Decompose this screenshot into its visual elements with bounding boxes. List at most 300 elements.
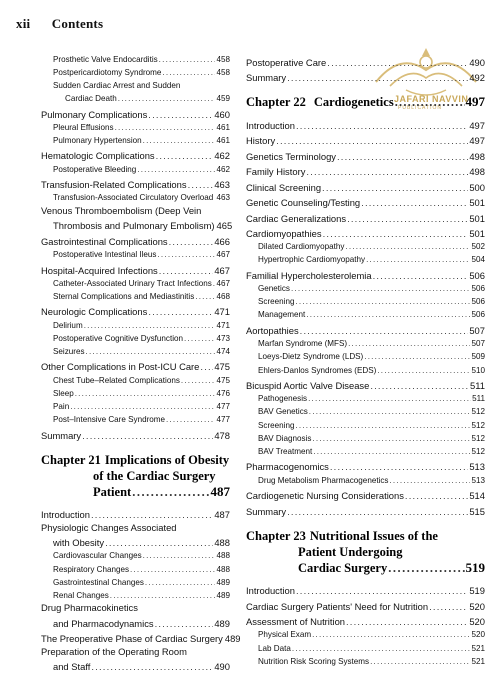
toc-entry[interactable]	[246, 613, 485, 629]
dot-leader	[181, 375, 216, 387]
dot-leader	[132, 484, 209, 500]
toc-entry-page: 487	[214, 509, 230, 521]
toc-entry-title: with Obesity	[53, 537, 105, 549]
toc-entry-page: 513	[471, 475, 485, 485]
chapter-heading-23	[246, 528, 485, 576]
dot-leader	[306, 166, 468, 178]
toc-entry-title: Preparation of the Operating Room	[41, 645, 187, 657]
toc-entry-page: 468	[216, 291, 230, 301]
toc-entry[interactable]	[41, 162, 230, 175]
dot-leader	[295, 296, 470, 308]
toc-entry-page: 462	[216, 164, 230, 174]
dot-leader	[395, 94, 465, 110]
dot-leader	[330, 461, 468, 473]
toc-entry-title: BAV Treatment	[258, 446, 313, 456]
dot-leader	[405, 490, 468, 502]
toc-entry-title: Venous Thromboembolism (Deep Vein	[41, 204, 202, 216]
toc-entry-title: Introduction	[41, 509, 90, 521]
toc-entry-title: Cardiac Generalizations	[246, 212, 347, 224]
toc-entry[interactable]	[246, 163, 485, 179]
toc-entry-title: Summary	[246, 72, 287, 83]
toc-entry[interactable]	[41, 261, 230, 277]
toc-entry[interactable]	[246, 266, 485, 282]
toc-entry-page: 475	[214, 361, 230, 373]
dot-leader	[145, 577, 216, 589]
toc-entry[interactable]	[41, 387, 230, 400]
toc-entry[interactable]	[246, 445, 485, 458]
toc-entry-page: 489	[216, 590, 230, 600]
toc-entry[interactable]	[41, 176, 230, 192]
chapter-line1	[41, 452, 230, 468]
toc-entry-page: 476	[216, 388, 230, 398]
dot-leader	[345, 241, 470, 253]
toc-entry[interactable]	[246, 116, 485, 132]
toc-entry[interactable]	[246, 432, 485, 445]
toc-entry-title: Thrombosis and Pulmonary Embolism)	[53, 220, 215, 232]
toc-entry[interactable]	[41, 506, 230, 522]
toc-entry-page: 489	[216, 577, 230, 587]
toc-entry-page: 506	[471, 297, 485, 307]
chapter-heading-22	[246, 94, 485, 110]
dot-leader	[155, 618, 214, 630]
toc-entry-page: 514	[469, 490, 485, 502]
toc-entry-page: 512	[471, 420, 485, 430]
toc-entry-page: 501	[469, 197, 485, 208]
watermark-brand: JAFARI NAVVIN	[394, 94, 469, 104]
dot-leader	[373, 270, 469, 282]
toc-entry[interactable]	[41, 630, 241, 646]
toc-entry-page: 477	[216, 415, 230, 425]
dot-leader	[370, 380, 469, 392]
toc-entry-title: Summary	[246, 505, 287, 517]
dot-leader	[323, 228, 469, 240]
chapter-title: Implications of Obesity	[104, 452, 230, 467]
chapter-number: Chapter 22	[246, 95, 306, 109]
toc-entry-page: 459	[216, 94, 230, 104]
toc-entry-page: 511	[470, 380, 485, 391]
toc-entry[interactable]	[41, 400, 230, 413]
dot-leader	[322, 182, 468, 194]
chapter-title-line3[interactable]	[246, 560, 485, 576]
toc-entry[interactable]	[246, 53, 485, 69]
toc-entry[interactable]	[41, 658, 230, 674]
toc-entry-title: and Staff	[53, 661, 91, 673]
toc-entry[interactable]	[41, 232, 230, 248]
toc-entry-page: 460	[214, 108, 230, 120]
toc-entry-title: Transfusion-Related Complications	[41, 179, 187, 191]
toc-entry[interactable]	[246, 132, 485, 148]
toc-entry[interactable]	[246, 178, 485, 194]
toc-entry[interactable]	[41, 277, 230, 290]
dot-leader	[91, 509, 213, 521]
toc-entry-line1	[41, 79, 230, 92]
dot-leader	[115, 122, 216, 134]
toc-entry[interactable]	[41, 345, 230, 358]
toc-entry[interactable]	[246, 295, 485, 308]
dot-leader	[296, 585, 468, 597]
toc-entry[interactable]	[41, 53, 230, 66]
toc-entry-title: Post–Intensive Care Syndrome	[53, 415, 166, 425]
chapter-heading-21	[41, 452, 230, 500]
toc-entry-title: Pulmonary Hypertension	[53, 135, 142, 145]
toc-entry[interactable]	[41, 589, 230, 602]
toc-entry[interactable]	[246, 194, 485, 210]
toc-entry-page: 463	[216, 193, 230, 203]
dot-leader	[148, 109, 213, 121]
toc-entry-title: Hospital-Acquired Infections	[41, 264, 158, 276]
toc-entry-title: Pharmacogenomics	[246, 461, 329, 473]
toc-entry-title: Cardiogenetic Nursing Considerations	[246, 490, 404, 502]
dot-leader	[306, 309, 470, 321]
toc-entry-title: Other Complications in Post-ICU Care	[41, 361, 200, 373]
toc-entry-title: Genetics Terminology	[246, 150, 336, 162]
toc-entry-title: Pulmonary Complications	[41, 108, 148, 120]
dot-leader	[295, 420, 470, 432]
toc-entry-title: Postoperative Intestinal Ileus	[53, 250, 157, 259]
toc-entry-page: 509	[471, 352, 485, 362]
toc-entry[interactable]	[246, 582, 485, 598]
watermark-tagline: PUBLICATION	[398, 105, 442, 111]
toc-entry[interactable]	[246, 628, 485, 641]
toc-entry-page: 488	[216, 564, 230, 574]
dot-leader	[377, 365, 470, 377]
dot-leader	[162, 67, 215, 79]
toc-entry-page: 506	[471, 284, 485, 294]
toc-entry[interactable]	[246, 337, 485, 350]
toc-entry-page: 490	[469, 56, 485, 68]
dot-leader	[347, 213, 468, 225]
dot-leader	[370, 656, 470, 668]
toc-entry-page: 519	[469, 585, 485, 597]
toc-entry-page: 507	[469, 324, 485, 336]
dot-leader	[156, 150, 214, 162]
dot-leader	[84, 320, 216, 332]
toc-entry[interactable]	[41, 318, 230, 331]
toc-entry-title: Gastrointestinal Changes	[53, 577, 144, 587]
toc-entry[interactable]	[41, 248, 230, 261]
dot-leader	[188, 179, 214, 191]
toc-entry-title: Ehlers-Danlos Syndromes (EDS)	[258, 365, 377, 375]
toc-entry-page: 502	[471, 242, 485, 252]
toc-entry-title: Respiratory Changes	[53, 564, 130, 574]
chapter-page: 497	[465, 94, 485, 109]
toc-entry[interactable]	[246, 418, 485, 431]
dot-leader	[105, 537, 213, 549]
toc-entry-page: 512	[471, 407, 485, 417]
dot-leader	[91, 661, 213, 673]
toc-entry-title: Genetics	[258, 284, 290, 294]
toc-entry[interactable]	[41, 66, 230, 79]
toc-entry-title: Drug Metabolism Pharmacogenetics	[258, 475, 389, 485]
toc-entry[interactable]	[41, 614, 230, 630]
toc-entry[interactable]	[246, 350, 485, 363]
toc-entry-page: 504	[471, 255, 485, 265]
toc-entry[interactable]	[246, 363, 485, 376]
toc-entry-page: 478	[214, 429, 230, 441]
toc-entry-page: 458	[216, 55, 230, 65]
toc-entry-title: Assessment of Nutrition	[246, 616, 345, 628]
toc-entry-title: Drug Pharmacokinetics	[41, 602, 138, 614]
toc-entry-page: 463	[214, 179, 230, 191]
toc-entry-page: 520	[471, 630, 485, 640]
toc-entry-title: Postpericardiotomy Syndrome	[53, 68, 162, 78]
toc-entry-title: Physical Exam	[258, 630, 312, 640]
toc-entry-title: BAV Diagnosis	[258, 433, 312, 443]
chapter-title: Nutritional Issues of the	[309, 528, 438, 543]
dot-leader	[429, 601, 468, 613]
toc-entry-title: Seizures	[53, 346, 85, 356]
toc-entry-page: 497	[469, 119, 485, 131]
toc-entry[interactable]	[41, 105, 230, 121]
toc-entry-title: Neurologic Complications	[41, 306, 148, 318]
toc-entry-title: Clinical Screening	[246, 181, 322, 193]
toc-entry[interactable]	[41, 290, 230, 303]
toc-entry[interactable]	[246, 253, 485, 266]
toc-entry-page: 520	[469, 600, 485, 612]
toc-entry[interactable]	[41, 217, 233, 233]
toc-entry-page: 489	[224, 633, 241, 645]
toc-entry-page: 512	[471, 433, 485, 443]
toc-entry-page: 488	[216, 551, 230, 561]
toc-entry-page: 471	[216, 320, 230, 330]
toc-entry-page: 473	[216, 333, 230, 343]
chapter-title-line2: of the Cardiac Surgery	[93, 468, 216, 483]
toc-entry[interactable]	[246, 392, 485, 405]
toc-entry-page: 498	[469, 150, 485, 162]
chapter-title-line3[interactable]	[41, 484, 230, 500]
toc-entry-title: Renal Changes	[53, 590, 109, 600]
toc-entry-title: History	[246, 135, 276, 146]
dot-leader	[276, 135, 468, 147]
toc-entry[interactable]	[41, 191, 230, 204]
toc-entry-page: 501	[469, 228, 485, 239]
toc-entry-title: Introduction	[246, 585, 295, 597]
toc-entry-page: 477	[216, 402, 230, 411]
dot-leader	[110, 590, 216, 602]
toc-entry[interactable]	[246, 240, 485, 253]
chapter-number: Chapter 21	[41, 452, 101, 467]
toc-entry-page: 458	[216, 68, 230, 78]
toc-entry-title: Pain	[53, 402, 70, 411]
toc-entry-title: Pleural Effusions	[53, 122, 114, 132]
chapter-page: 519	[465, 559, 485, 575]
toc-entry[interactable]	[246, 473, 485, 486]
dot-leader	[388, 560, 464, 576]
chapter-line1	[246, 528, 485, 544]
toc-entry[interactable]	[41, 134, 230, 147]
chapter-title-line3-text: Cardiac Surgery	[298, 560, 388, 575]
dot-leader	[313, 446, 470, 458]
dot-leader	[200, 361, 213, 373]
toc-entry-title: Cardiomyopathies	[246, 228, 322, 239]
toc-entry-page: 489	[214, 617, 230, 629]
dot-leader	[300, 325, 469, 337]
chapter-title: Cardiogenetics	[313, 95, 394, 109]
toc-entry-line1	[41, 645, 230, 658]
dot-leader	[214, 192, 215, 204]
toc-entry-page: 461	[216, 135, 230, 145]
toc-entry[interactable]	[246, 655, 485, 668]
dot-leader	[287, 72, 468, 84]
toc-entry-page: 507	[471, 339, 485, 349]
toc-entry[interactable]	[246, 321, 485, 337]
toc-entry-title: Sudden Cardiac Arrest and Sudden	[53, 80, 181, 90]
toc-entry[interactable]	[41, 534, 230, 550]
toc-entry[interactable]	[246, 308, 485, 321]
toc-entry-page: 467	[216, 278, 230, 288]
toc-entry-title: Nutrition Risk Scoring Systems	[258, 656, 370, 666]
toc-entry[interactable]	[246, 597, 485, 613]
toc-entry-title: Catheter-Associated Urinary Tract Infections	[53, 278, 212, 288]
toc-entry-page: 521	[471, 643, 485, 653]
dot-leader	[389, 475, 470, 487]
toc-entry[interactable]	[246, 405, 485, 418]
toc-entry-title: Cardiovascular Changes	[53, 551, 142, 561]
toc-entry[interactable]	[41, 147, 230, 163]
dot-leader	[287, 506, 468, 518]
toc-entry-page: 506	[469, 269, 485, 281]
dot-leader	[292, 643, 471, 655]
toc-entry-title: Cardiac Death	[65, 94, 117, 104]
dot-leader	[118, 93, 216, 105]
toc-entry-page: 471	[214, 306, 230, 318]
toc-entry-page: 465	[216, 220, 233, 232]
chapter-line[interactable]	[246, 94, 485, 110]
dot-leader	[75, 388, 216, 400]
dot-leader	[157, 249, 215, 261]
toc-entry-title: Family History	[246, 166, 306, 177]
dot-leader	[159, 54, 216, 66]
dot-leader	[327, 57, 468, 69]
toc-entry-line1	[41, 602, 230, 615]
toc-entry-title: Prosthetic Valve Endocarditis	[53, 55, 158, 65]
toc-entry-title: Familial Hypercholesterolemia	[246, 269, 372, 281]
toc-right-column	[246, 53, 485, 668]
toc-left-column	[41, 53, 241, 673]
toc-entry-page: 461	[216, 122, 230, 132]
toc-entry[interactable]	[41, 303, 230, 319]
dot-leader	[361, 197, 468, 209]
toc-entry-page: 466	[214, 235, 230, 247]
toc-entry[interactable]	[246, 377, 485, 393]
toc-entry-title: Transfusion-Associated Circulatory Overload	[53, 193, 214, 203]
toc-entry-title: Screening	[258, 297, 295, 307]
toc-entry-page: 490	[214, 661, 230, 673]
toc-entry[interactable]	[246, 225, 485, 241]
toc-entry-page: 512	[471, 446, 485, 456]
toc-entry[interactable]	[41, 576, 230, 589]
toc-entry-title: Dilated Cardiomyopathy	[258, 242, 345, 252]
toc-entry[interactable]	[41, 413, 230, 426]
toc-entry[interactable]	[246, 458, 485, 474]
toc-entry-title: Hypertrophic Cardiomyopathy	[258, 255, 366, 265]
toc-entry-title: Loeys-Dietz Syndrome (LDS)	[258, 352, 364, 362]
dot-leader	[82, 430, 213, 442]
toc-entry-title: and Pharmacodynamics	[53, 617, 154, 629]
toc-entry-page: 467	[216, 250, 230, 259]
dot-leader	[143, 550, 216, 562]
toc-entry[interactable]	[41, 332, 230, 345]
toc-entry-title: Gastrointestinal Complications	[41, 235, 168, 247]
toc-entry-line1	[41, 204, 230, 217]
toc-entry-page: 521	[471, 656, 485, 666]
dot-leader	[148, 306, 213, 318]
toc-entry[interactable]	[246, 487, 485, 503]
toc-entry-title: Postoperative Bleeding	[53, 164, 137, 174]
toc-entry-title: Screening	[258, 420, 295, 430]
toc-entry-page: 511	[472, 394, 485, 404]
toc-entry-page: 506	[471, 310, 485, 320]
dot-leader	[143, 135, 216, 147]
toc-entry-title: Delirium	[53, 320, 83, 330]
toc-entry-title: Pathogenesis	[258, 394, 308, 404]
toc-entry[interactable]	[246, 209, 485, 225]
toc-entry-title: Lab Data	[258, 643, 291, 653]
toc-entry[interactable]	[41, 549, 230, 562]
toc-entry-title: Aortopathies	[246, 324, 299, 336]
chapter-number: Chapter 23	[246, 528, 306, 543]
toc-entry-title: Summary	[41, 429, 82, 441]
dot-leader	[169, 236, 214, 248]
dot-leader	[166, 414, 215, 426]
toc-entry-title: Hematologic Complications	[41, 150, 155, 162]
toc-entry-page: 498	[469, 166, 485, 177]
toc-entry-page: 467	[214, 264, 230, 276]
toc-entry-page: 492	[469, 72, 485, 83]
dot-leader	[296, 120, 468, 132]
toc-entry[interactable]	[41, 121, 230, 134]
dot-leader	[309, 406, 471, 418]
dot-leader	[195, 291, 215, 303]
toc-entry[interactable]	[246, 502, 485, 518]
toc-entry-page: 520	[469, 616, 485, 628]
dot-leader	[348, 338, 470, 350]
toc-entry-page: 475	[216, 375, 230, 385]
toc-entry[interactable]	[41, 562, 230, 575]
toc-entry[interactable]	[246, 641, 485, 654]
dot-leader	[70, 401, 215, 413]
dot-leader	[346, 616, 468, 628]
chapter-title-line2: Patient Undergoing	[298, 544, 403, 559]
toc-entry[interactable]	[246, 282, 485, 295]
toc-entry-title: Genetic Counseling/Testing	[246, 197, 361, 208]
dot-leader	[213, 278, 216, 290]
toc-entry-line1	[41, 521, 230, 534]
toc-entry-title: Chest Tube–Related Complications	[53, 375, 180, 385]
toc-entry-title: Postoperative Cognitive Dysfunction	[53, 333, 184, 343]
page-number: xii	[16, 16, 31, 31]
toc-entry-page: 474	[216, 346, 230, 356]
toc-entry-page: 462	[214, 150, 230, 162]
toc-entry[interactable]	[41, 358, 230, 374]
dot-leader	[312, 433, 470, 445]
toc-entry[interactable]	[41, 92, 230, 105]
page-title: Contents	[51, 16, 104, 31]
toc-entry[interactable]	[41, 373, 230, 386]
dot-leader	[86, 346, 216, 358]
dot-leader	[291, 283, 471, 295]
toc-entry-title: Postoperative Care	[246, 56, 327, 68]
toc-entry-page: 500	[469, 181, 485, 193]
toc-entry-page: 501	[469, 212, 485, 224]
toc-entry[interactable]	[246, 69, 485, 85]
toc-entry-page: 510	[471, 365, 485, 375]
toc-entry-title: BAV Genetics	[258, 407, 308, 417]
toc-entry[interactable]	[246, 147, 485, 163]
toc-entry-title: Cardiac Surgery Patients' Need for Nutrition	[246, 600, 429, 612]
toc-entry-title: Bicuspid Aortic Valve Disease	[246, 380, 370, 391]
toc-entry[interactable]	[41, 426, 230, 442]
